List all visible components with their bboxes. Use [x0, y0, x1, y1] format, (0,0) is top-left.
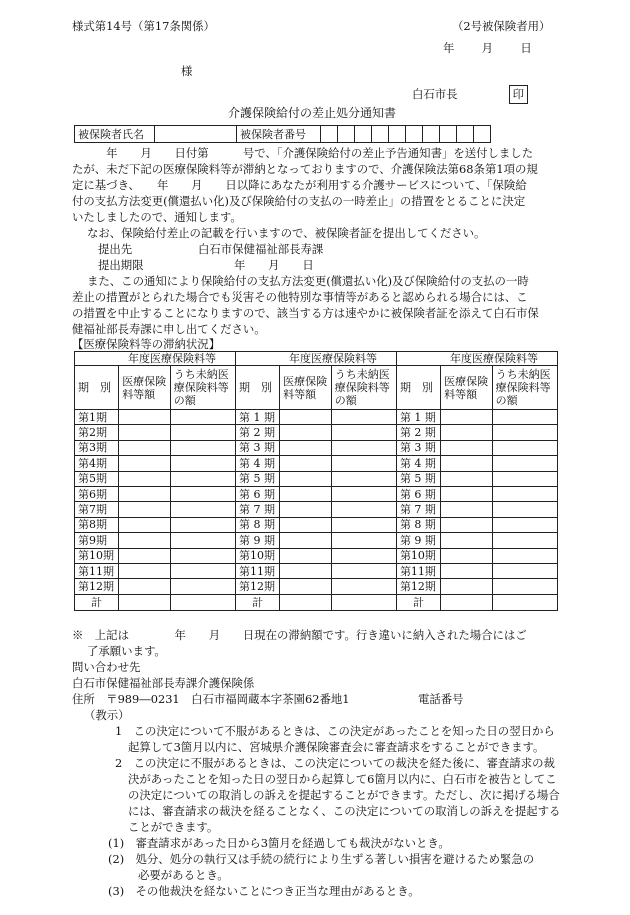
- period-label: 第8期: [75, 517, 119, 532]
- unpaid-cell: [170, 471, 235, 486]
- body-line: たが、未だ下記の医療保険料等が滞納となっておりますので、介護保険法第68条第1項の規: [72, 162, 538, 176]
- insured-id-table: [74, 125, 491, 143]
- arrears-row: [75, 517, 558, 532]
- amount-cell: [280, 456, 332, 471]
- period-label: 第 3 期: [235, 440, 279, 455]
- arrears-row: [75, 502, 558, 517]
- body-line: 健福祉部長寿課に申し出てください。: [72, 322, 266, 336]
- date-year: 年: [443, 41, 455, 55]
- amount-cell: [119, 471, 171, 486]
- insured-number-digit: [321, 126, 338, 143]
- instruction-line: ことができます。: [128, 820, 219, 834]
- insured-number-digit: [389, 126, 406, 143]
- total-label: 計: [75, 594, 119, 610]
- period-label: 第 6 期: [396, 486, 440, 501]
- period-label: 第10期: [75, 548, 119, 563]
- amount-cell: [441, 502, 493, 517]
- amount-cell: [441, 471, 493, 486]
- unpaid-cell: [331, 502, 396, 517]
- amount-cell: [280, 410, 332, 425]
- amount-cell: [441, 440, 493, 455]
- period-label: 第 3 期: [396, 440, 440, 455]
- amount-cell: [119, 579, 171, 594]
- unpaid-cell: [170, 563, 235, 578]
- arrears-table: [74, 351, 558, 611]
- unpaid-cell: [331, 456, 396, 471]
- insured-number-digit: [355, 126, 372, 143]
- total-amount-cell: [119, 594, 171, 610]
- amount-cell: [441, 563, 493, 578]
- arrears-row: [75, 410, 558, 425]
- period-label: 第 6 期: [235, 486, 279, 501]
- contact-department: 白石市保健福祉部長寿課介護保険係: [72, 676, 255, 690]
- period-label: 第6期: [75, 486, 119, 501]
- period-label: 第 8 期: [396, 517, 440, 532]
- unpaid-cell: [170, 579, 235, 594]
- body-line: 年 月 日付第 号で、「介護保険給付の差止予告通知書」を送付しました: [72, 146, 534, 160]
- seal-mark: 印: [509, 85, 528, 104]
- unpaid-cell: [170, 517, 235, 532]
- instruction-line: 必要があるとき。: [138, 868, 229, 882]
- contact-phone-label: 電話番号: [418, 692, 464, 706]
- insured-name-value: [155, 126, 237, 143]
- period-label: 第12期: [75, 579, 119, 594]
- amount-cell: [119, 517, 171, 532]
- period-label: 第 7 期: [396, 502, 440, 517]
- amount-cell: [119, 486, 171, 501]
- amount-cell: [280, 579, 332, 594]
- period-column-header: 期 別: [235, 366, 279, 410]
- total-amount-cell: [441, 594, 493, 610]
- insured-number-digit: [440, 126, 457, 143]
- period-label: 第11期: [396, 563, 440, 578]
- amount-cell: [280, 486, 332, 501]
- insured-number-label: 被保険者番号: [237, 126, 321, 143]
- body-line: なお、保険給付差止の記載を行いますので、被保険者証を提出してください。: [87, 226, 486, 240]
- unpaid-cell: [170, 456, 235, 471]
- insured-number-digit: [372, 126, 389, 143]
- period-label: 第2期: [75, 425, 119, 440]
- arrears-row: [75, 471, 558, 486]
- addressee-suffix: 様: [181, 64, 193, 78]
- arrears-row: [75, 563, 558, 578]
- period-label: 第 7 期: [235, 502, 279, 517]
- period-label: 第10期: [396, 548, 440, 563]
- arrears-row: [75, 548, 558, 563]
- amount-cell: [441, 548, 493, 563]
- unpaid-cell: [492, 563, 557, 578]
- unpaid-cell: [492, 425, 557, 440]
- form-number: 様式第14号（第17条関係）: [72, 19, 215, 33]
- unpaid-cell: [492, 579, 557, 594]
- amount-cell: [119, 502, 171, 517]
- instruction-line: には、審査請求の裁決を経ることなく、この決定についての取消しの訴えを提起する: [128, 804, 561, 818]
- total-unpaid-cell: [331, 594, 396, 610]
- amount-cell: [280, 548, 332, 563]
- unpaid-cell: [331, 471, 396, 486]
- contact-address: 住所 〒989―0231 白石市福岡蔵本字茶園62番地1: [72, 692, 350, 706]
- instruction-line: 1 この決定について不服があるときは、この決定があったことを知った日の翌日から: [115, 724, 555, 738]
- arrears-row: [75, 456, 558, 471]
- note-line: ※ 上記は 年 月 日現在の滞納額です。行き違いに納入された場合にはご: [72, 628, 527, 642]
- unpaid-cell: [331, 563, 396, 578]
- body-line: いたしましたので、通知します。: [72, 210, 242, 224]
- unpaid-column-header: うち未納医療保険料等の額: [331, 366, 396, 410]
- amount-cell: [441, 486, 493, 501]
- amount-cell: [280, 502, 332, 517]
- total-label: 計: [396, 594, 440, 610]
- period-label: 第 2 期: [396, 425, 440, 440]
- instructions-label: （教示）: [84, 708, 130, 722]
- total-unpaid-cell: [170, 594, 235, 610]
- unpaid-cell: [170, 502, 235, 517]
- date-day: 日: [520, 41, 532, 55]
- total-label: 計: [235, 594, 279, 610]
- period-column-header: 期 別: [396, 366, 440, 410]
- unpaid-cell: [170, 425, 235, 440]
- period-label: 第 2 期: [235, 425, 279, 440]
- issuer: [412, 85, 528, 104]
- instruction-line: (2) 処分、処分の執行又は手続の続行により生ずる著しい損害を避けるため緊急の: [108, 852, 535, 866]
- unpaid-cell: [492, 517, 557, 532]
- unpaid-cell: [331, 517, 396, 532]
- note-line: 了承願います。: [87, 644, 166, 658]
- arrears-row: [75, 486, 558, 501]
- unpaid-column-header: うち未納医療保険料等の額: [170, 366, 235, 410]
- deadline-label: 提出期限: [98, 258, 144, 272]
- period-label: 第12期: [396, 579, 440, 594]
- insured-number-digit: [457, 126, 474, 143]
- amount-cell: [119, 425, 171, 440]
- insured-number-digit: [338, 126, 355, 143]
- unpaid-cell: [492, 471, 557, 486]
- unpaid-cell: [492, 502, 557, 517]
- period-label: 第 4 期: [235, 456, 279, 471]
- amount-column-header: 医療保険料等額: [280, 366, 332, 410]
- amount-cell: [119, 410, 171, 425]
- contact-label: 問い合わせ先: [72, 660, 141, 674]
- period-label: 第10期: [235, 548, 279, 563]
- unpaid-cell: [492, 410, 557, 425]
- amount-cell: [119, 440, 171, 455]
- period-label: 第 9 期: [396, 533, 440, 548]
- period-label: 第11期: [75, 563, 119, 578]
- unpaid-cell: [331, 533, 396, 548]
- amount-column-header: 医療保険料等額: [441, 366, 493, 410]
- instruction-line: (1) 審査請求があった日から3箇月を経過しても裁決がないとき。: [108, 836, 450, 850]
- unpaid-cell: [331, 486, 396, 501]
- total-unpaid-cell: [492, 594, 557, 610]
- period-label: 第 4 期: [396, 456, 440, 471]
- amount-cell: [119, 563, 171, 578]
- instruction-line: 2 この決定に不服があるときは、この決定についての裁決を経た後に、審査請求の裁: [115, 756, 555, 770]
- unpaid-cell: [492, 486, 557, 501]
- arrears-row: [75, 579, 558, 594]
- body-line: 定に基づき、 年 月 日以降にあなたが利用する介護サービスについて、「保険給: [72, 178, 527, 192]
- amount-cell: [119, 533, 171, 548]
- body-line: 差止の措置がとられた場合でも災害その他特別な事情等があると認められる場合には、こ: [72, 290, 528, 304]
- amount-cell: [441, 533, 493, 548]
- period-label: 第 5 期: [235, 471, 279, 486]
- period-label: 第3期: [75, 440, 119, 455]
- unpaid-cell: [331, 410, 396, 425]
- fiscal-year-header: 年度医療保険料等: [235, 352, 396, 366]
- body-line: また、この通知により保険給付の支払方法変更(償還払い化)及び保険給付の支払の一時: [87, 274, 529, 288]
- amount-cell: [441, 410, 493, 425]
- insured-type: （2号被保険者用）: [452, 19, 551, 33]
- insured-number-digit: [423, 126, 440, 143]
- instruction-line: 決があったことを知った日の翌日から起算して6箇月以内に、白石市を被告としてこ: [128, 772, 557, 786]
- instruction-line: 起算して3箇月以内に、宮城県介護保険審査会に審査請求をすることができます。: [128, 740, 545, 754]
- arrears-total-row: [75, 594, 558, 610]
- period-label: 第1期: [75, 410, 119, 425]
- unpaid-cell: [170, 486, 235, 501]
- amount-cell: [280, 425, 332, 440]
- arrears-row: [75, 533, 558, 548]
- amount-cell: [119, 456, 171, 471]
- arrears-row: [75, 425, 558, 440]
- period-label: 第7期: [75, 502, 119, 517]
- period-label: 第 1 期: [235, 410, 279, 425]
- submit-to-label: 提出先: [98, 242, 133, 256]
- document-title: 介護保険給付の差止処分通知書: [228, 106, 397, 120]
- total-amount-cell: [280, 594, 332, 610]
- amount-column-header: 医療保険料等額: [119, 366, 171, 410]
- period-label: 第12期: [235, 579, 279, 594]
- fiscal-year-header: 年度医療保険料等: [75, 352, 236, 366]
- unpaid-cell: [170, 533, 235, 548]
- unpaid-column-header: うち未納医療保険料等の額: [492, 366, 557, 410]
- period-label: 第5期: [75, 471, 119, 486]
- period-label: 第4期: [75, 456, 119, 471]
- period-label: 第11期: [235, 563, 279, 578]
- amount-cell: [441, 456, 493, 471]
- deadline-value: 年 月 日: [234, 258, 314, 272]
- amount-cell: [441, 517, 493, 532]
- unpaid-cell: [170, 548, 235, 563]
- amount-cell: [280, 517, 332, 532]
- unpaid-cell: [170, 440, 235, 455]
- submit-to-value: 白石市保健福祉部長寿課: [198, 242, 324, 256]
- fiscal-year-header: 年度医療保険料等: [396, 352, 557, 366]
- issuer-name: 白石市長: [412, 87, 458, 101]
- amount-cell: [280, 533, 332, 548]
- period-label: 第 8 期: [235, 517, 279, 532]
- unpaid-cell: [331, 579, 396, 594]
- unpaid-cell: [492, 440, 557, 455]
- amount-cell: [280, 471, 332, 486]
- amount-cell: [280, 440, 332, 455]
- body-line: の措置を中止することになりますので、該当する方は速やかに被保険者証を添えて白石市保: [72, 306, 539, 320]
- period-label: 第 1 期: [396, 410, 440, 425]
- insured-number-digit: [474, 126, 491, 143]
- date-month: 月: [481, 41, 494, 55]
- unpaid-cell: [492, 533, 557, 548]
- instruction-line: の決定についての取消しの訴えを提起することができます。ただし、次に掲げる場合: [128, 788, 560, 802]
- unpaid-cell: [492, 548, 557, 563]
- arrears-row: [75, 440, 558, 455]
- arrears-section-title: 【医療保険料等の滞納状況】: [72, 337, 221, 351]
- period-column-header: 期 別: [75, 366, 119, 410]
- insured-number-digit: [406, 126, 423, 143]
- unpaid-cell: [331, 440, 396, 455]
- unpaid-cell: [331, 425, 396, 440]
- period-label: 第9期: [75, 533, 119, 548]
- issue-date: [443, 41, 532, 56]
- unpaid-cell: [331, 548, 396, 563]
- amount-cell: [441, 579, 493, 594]
- period-label: 第 5 期: [396, 471, 440, 486]
- insured-name-label: 被保険者氏名: [75, 126, 155, 143]
- body-line: 付の支払方法変更(償還払い化)及び保険給付の支払の一時差止」の措置をとることに決定: [72, 194, 526, 208]
- instruction-line: (3) その他裁決を経ないことにつき正当な理由があるとき。: [108, 884, 420, 898]
- unpaid-cell: [170, 410, 235, 425]
- period-label: 第 9 期: [235, 533, 279, 548]
- amount-cell: [119, 548, 171, 563]
- amount-cell: [280, 563, 332, 578]
- amount-cell: [441, 425, 493, 440]
- unpaid-cell: [492, 456, 557, 471]
